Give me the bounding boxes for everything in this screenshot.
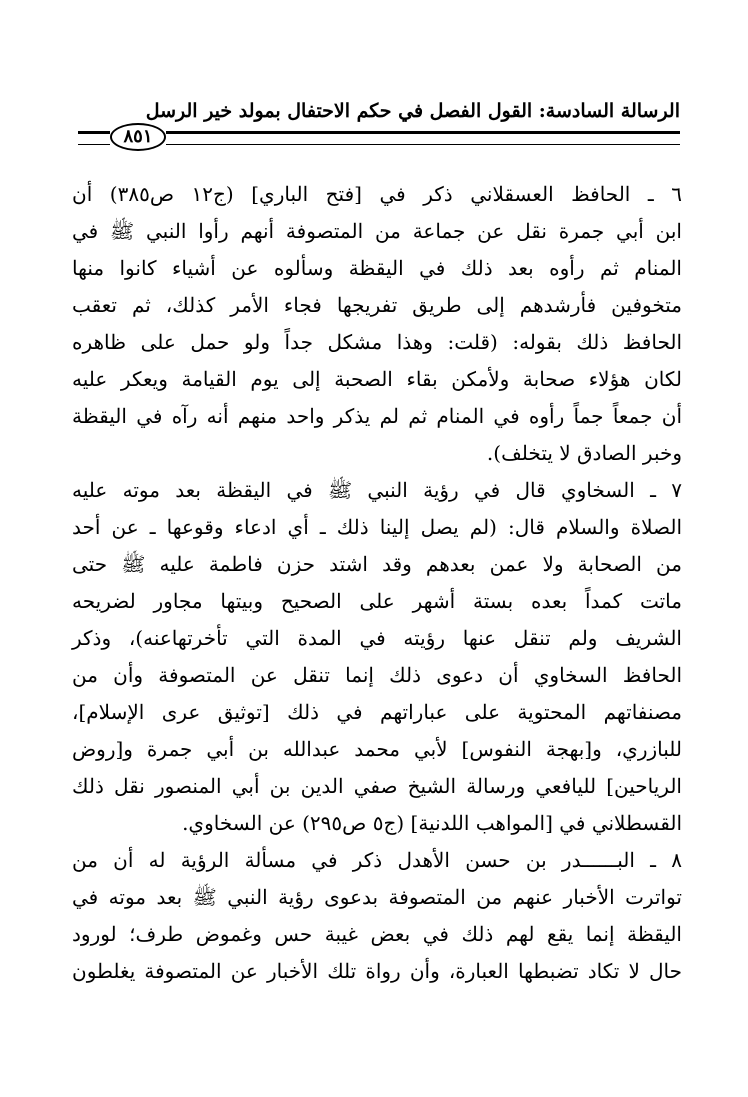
text-line: ٦ ـ الحافظ العسقلاني ذكر في [فتح الباري] (ج١٢ ص٣٨٥) أن [72, 182, 682, 206]
text-line: مصنفاتهم المحتوية على عباراتهم في ذلك [توثيق عرى الإسلام]، [72, 700, 682, 724]
header-rule-left [78, 131, 110, 145]
text-line: ماتت كمداً بعده بستة أشهر على الصحيح وبيتها مجاور لضريحه [72, 589, 682, 613]
text-line: الشريف ولم تنقل عنها رؤيته في المدة التي تأخرتهاعنه)، وذكر [72, 626, 682, 650]
text-line: تواترت الأخبار عنهم من المتصوفة بدعوى رؤية النبي ﷺ بعد موته في [72, 885, 682, 909]
text-line: وخبر الصادق لا يتخلف). [486, 441, 682, 465]
text-line: ابن أبي جمرة نقل عن جماعة من المتصوفة أنهم رأوا النبي ﷺ في [72, 219, 682, 243]
page-number-badge: ٨٥١ [110, 123, 166, 151]
running-header-title: الرسالة السادسة: القول الفصل في حكم الاحتفال بمولد خير الرسل [145, 100, 680, 122]
text-line: ٨ ـ البــــــدر بن حسن الأهدل ذكر في مسألة الرؤية له أن من [72, 848, 682, 872]
text-line: أن جمعاً جماً رأوه في المنام ثم لم يذكر واحد منهم أنه رآه في اليقظة [72, 404, 682, 428]
header-rule-right [166, 131, 680, 145]
text-line: المنام ثم رأوه بعد ذلك في اليقظة وسألوه عن أشياء كانوا منها [72, 256, 682, 280]
text-line: حال لا تكاد تضبطها العبارة، وأن رواة تلك الأخبار عن المتصوفة يغلطون [72, 959, 682, 983]
text-line: متخوفين فأرشدهم إلى طريق تفريجها فجاء الأمر كذلك، ثم تعقب [72, 293, 682, 317]
text-line: للبازري، و[بهجة النفوس] لأبي محمد عبدالله بن أبي جمرة و[روض [72, 737, 683, 761]
text-line: الصلاة والسلام قال: (لم يصل إلينا ذلك ـ أي ادعاء وقوعها ـ عن أحد [72, 515, 682, 539]
text-line: القسطلاني في [المواهب اللدنية] (ج٥ ص٢٩٥) عن السخاوي. [182, 811, 682, 835]
text-line: لكان هؤلاء صحابة ولأمكن بقاء الصحبة إلى يوم القيامة ويعكر عليه [72, 367, 682, 391]
text-line: ٧ ـ السخاوي قال في رؤية النبي ﷺ في اليقظة بعد موته عليه [72, 478, 682, 502]
text-line: اليقظة إنما يقع لهم ذلك في بعض غيبة حس وغموض طرف؛ لورود [72, 922, 682, 946]
text-line: الحافظ ذلك بقوله: (قلت: وهذا مشكل جداً ولو حمل على ظاهره [72, 330, 682, 354]
body-text [72, 176, 682, 990]
text-line: من الصحابة ولا عمن بعدهم وقد اشتد حزن فاطمة عليه ﷺ حتى [72, 552, 682, 576]
text-line: الرياحين] لليافعي ورسالة الشيخ صفي الدين بن أبي المنصور نقل ذلك [72, 774, 682, 798]
text-line: الحافظ السخاوي أن دعوى ذلك إنما تنقل عن المتصوفة وأن من [72, 663, 682, 687]
